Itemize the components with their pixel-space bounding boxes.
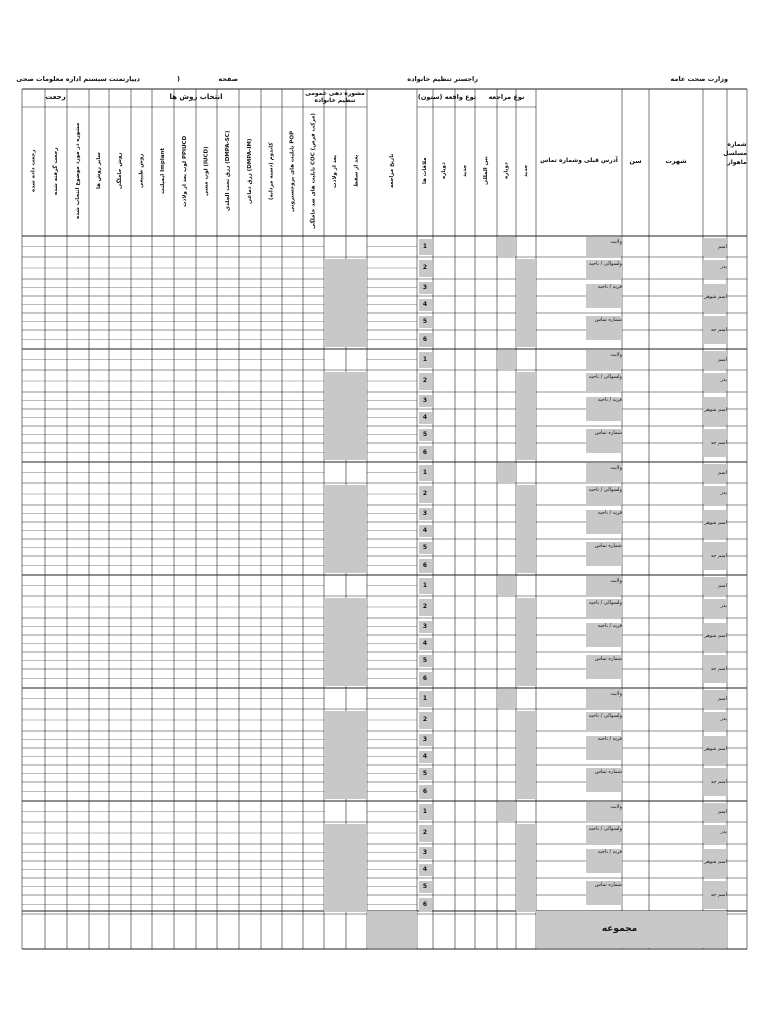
header-r2: رجعت گرفته شده <box>53 147 59 195</box>
label-father: پدر <box>720 490 727 496</box>
header-r1: مشوره در مورد موضوع انتخاب شده <box>75 122 81 220</box>
shaded-counsel-block <box>324 598 346 686</box>
label-district: ولسوالی / ناحیه <box>588 487 622 493</box>
shaded-counsel-block <box>346 711 367 799</box>
header-m8: ایمپلنت Implant <box>160 148 166 194</box>
label-husband: اسم شوهر <box>704 859 727 865</box>
header-counsel-after: بعد از سقط <box>353 154 360 188</box>
header-address: آدرس قبلی وشماره تماس <box>540 157 618 164</box>
header-m10: روش حاملگی <box>117 152 123 190</box>
visit-number: 2 <box>422 490 428 497</box>
label-grandfather: اسم جد <box>710 327 727 333</box>
visit-number: 3 <box>422 396 428 404</box>
header-methods: انتخاب روش ها <box>169 93 223 101</box>
label-grandfather: اسم جد <box>710 666 727 672</box>
visit-number: 3 <box>422 509 428 517</box>
header-visit-intl: بین المللی <box>483 156 489 186</box>
label-grandfather: اسم جد <box>710 892 727 898</box>
header-m5: زرق تحت الجلدی (DMPA-SC) <box>225 130 231 212</box>
header-m11: سایر روش ها <box>96 152 102 190</box>
visit-number: 6 <box>422 674 428 682</box>
label-grandfather: اسم جد <box>710 440 727 446</box>
header-visit-type: نوع مراجعه <box>488 93 525 101</box>
shaded-visit-block <box>516 485 536 573</box>
label-district: ولسوالی / ناحیه <box>588 713 622 719</box>
visit-number: 6 <box>422 900 428 908</box>
shaded-visit-block <box>516 372 536 460</box>
label-province: ولایت <box>610 691 622 697</box>
shaded-counsel-block <box>346 485 367 573</box>
shaded-visit-cell <box>497 802 516 821</box>
visit-number: 5 <box>422 769 428 777</box>
shaded-visit-block <box>516 598 536 686</box>
page-label: صفحه <box>218 75 238 83</box>
header-kind-repeat: دوباره <box>441 162 447 180</box>
label-district: ولسوالی / ناحیه <box>588 826 622 832</box>
shaded-visit-block <box>516 711 536 799</box>
visit-number: 5 <box>422 882 428 890</box>
visit-number: 4 <box>422 300 428 308</box>
visit-number: 3 <box>422 735 428 743</box>
visit-number: 5 <box>422 543 428 551</box>
header-age: سن <box>629 157 642 165</box>
header-m4: زرق دماغی (DMPA-IM) <box>247 138 253 204</box>
visit-number: 1 <box>422 468 428 476</box>
label-district: ولسوالی / ناحیه <box>588 261 622 267</box>
label-father: پدر <box>720 264 727 270</box>
visit-number: 6 <box>422 787 428 795</box>
label-province: ولایت <box>610 578 622 584</box>
label-phone: شماره تماس <box>594 769 622 775</box>
shaded-visit-cell <box>497 237 516 256</box>
visit-number: 1 <box>422 355 428 363</box>
visit-number: 6 <box>422 561 428 569</box>
visit-number: 1 <box>422 242 428 250</box>
visit-number: 4 <box>422 526 428 534</box>
header-counsel-before: بعد از ولادت <box>332 154 338 188</box>
label-phone: شماره تماس <box>594 430 622 436</box>
label-father: پدر <box>720 377 727 383</box>
visit-number: 2 <box>422 603 428 610</box>
label-phone: شماره تماس <box>594 656 622 662</box>
directorate-title: دیپارتمنت سیستم اداره معلومات صحی <box>16 75 140 83</box>
shaded-visit-cell <box>497 576 516 595</box>
label-name: اسم <box>718 470 727 476</box>
header-m6: لوپ مسی (IUCD) <box>203 146 210 196</box>
visit-number: 1 <box>422 807 428 815</box>
label-province: ولایت <box>610 352 622 358</box>
visit-number: 6 <box>422 448 428 456</box>
label-village: قریه / ناحیه <box>597 849 622 855</box>
header-m3: کاندوم (دسته مردانه) <box>268 142 275 200</box>
header-referral: تاریخ مراجعه <box>389 153 395 189</box>
label-village: قریه / ناحیه <box>597 397 622 403</box>
label-name: اسم <box>718 357 727 363</box>
shaded-counsel-block <box>346 598 367 686</box>
visit-number: 5 <box>422 430 428 438</box>
ministry-title: وزارت صحت عامه <box>670 75 728 83</box>
header-kind-new: جدید <box>462 164 468 178</box>
header-m9: روش طبیعی <box>138 153 145 189</box>
register-title: راجستر تنظیم خانواده <box>407 75 478 83</box>
label-province: ولایت <box>610 804 622 810</box>
shaded-counsel-block <box>346 259 367 347</box>
label-phone: شماره تماس <box>594 543 622 549</box>
total-shaded-cell <box>703 911 727 948</box>
label-grandfather: اسم جد <box>710 553 727 559</box>
shaded-counsel-block <box>324 485 346 573</box>
label-husband: اسم شوهر <box>704 407 727 413</box>
label-husband: اسم شوهر <box>704 633 727 639</box>
header-client: شهرت <box>665 157 687 165</box>
visit-number: 4 <box>422 639 428 647</box>
shaded-counsel-block <box>346 372 367 460</box>
visit-number: 1 <box>422 694 428 702</box>
label-village: قریه / ناحیه <box>597 284 622 290</box>
header-m1: تابلیت های ضد حاملگی COC (مرکب قرص) <box>310 113 317 229</box>
visit-number: 2 <box>422 716 428 723</box>
shaded-counsel-block <box>324 711 346 799</box>
header-visits: ملاقات ها <box>422 157 428 185</box>
visit-number: 6 <box>422 335 428 343</box>
label-province: ولایت <box>610 465 622 471</box>
visit-number: 3 <box>422 622 428 630</box>
visit-number: 2 <box>422 264 428 271</box>
visit-number: 2 <box>422 377 428 384</box>
shaded-counsel-block <box>324 824 346 912</box>
visit-number: 1 <box>422 581 428 589</box>
visit-number: 4 <box>422 752 428 760</box>
label-name: اسم <box>718 809 727 815</box>
page-paren: ( <box>177 75 180 83</box>
total-label: مجموعه <box>601 924 638 934</box>
header-m7: لوپ بعد از ولادت PPIUCD <box>182 135 188 207</box>
shaded-counsel-block <box>324 372 346 460</box>
header-serial: شماره مسلسل ماهوار <box>723 141 747 166</box>
label-village: قریه / ناحیه <box>597 623 622 629</box>
label-husband: اسم شوهر <box>704 294 727 300</box>
visit-number: 4 <box>422 865 428 873</box>
label-grandfather: اسم جد <box>710 779 727 785</box>
shaded-visit-cell <box>497 463 516 482</box>
label-village: قریه / ناحیه <box>597 510 622 516</box>
visit-number: 3 <box>422 283 428 291</box>
shaded-visit-block <box>516 259 536 347</box>
label-district: ولسوالی / ناحیه <box>588 374 622 380</box>
visit-number: 3 <box>422 848 428 856</box>
label-father: پدر <box>720 716 727 722</box>
header-counsel: مشوره دهی عمومی تنظیم خانواده <box>305 90 365 104</box>
label-village: قریه / ناحیه <box>597 736 622 742</box>
header-m2: تابلیت های پروجسترونی POP <box>289 130 296 212</box>
header-visit-repeat: دوباره <box>503 162 510 180</box>
shaded-counsel-block <box>324 259 346 347</box>
label-district: ولسوالی / ناحیه <box>588 600 622 606</box>
label-father: پدر <box>720 603 727 609</box>
label-province: ولایت <box>610 239 622 245</box>
label-name: اسم <box>718 244 727 250</box>
visit-number: 5 <box>422 317 428 325</box>
header-r3: رجعت داده شده <box>30 149 37 193</box>
header-results: رجعت <box>45 93 66 101</box>
shaded-counsel-block <box>346 824 367 912</box>
visit-number: 5 <box>422 656 428 664</box>
shaded-visit-cell <box>497 350 516 369</box>
label-husband: اسم شوهر <box>704 746 727 752</box>
header-visit-kind: نوع واقعه (ستون) <box>417 93 477 101</box>
label-husband: اسم شوهر <box>704 520 727 526</box>
label-name: اسم <box>718 583 727 589</box>
label-phone: شماره تماس <box>594 317 622 323</box>
label-father: پدر <box>720 829 727 835</box>
shaded-visit-cell <box>497 689 516 708</box>
total-shaded-cell <box>367 911 417 948</box>
label-phone: شماره تماس <box>594 882 622 888</box>
label-name: اسم <box>718 696 727 702</box>
visit-number: 4 <box>422 413 428 421</box>
shaded-visit-block <box>516 824 536 912</box>
visit-number: 2 <box>422 829 428 836</box>
header-visit-new: جدید <box>523 164 529 178</box>
